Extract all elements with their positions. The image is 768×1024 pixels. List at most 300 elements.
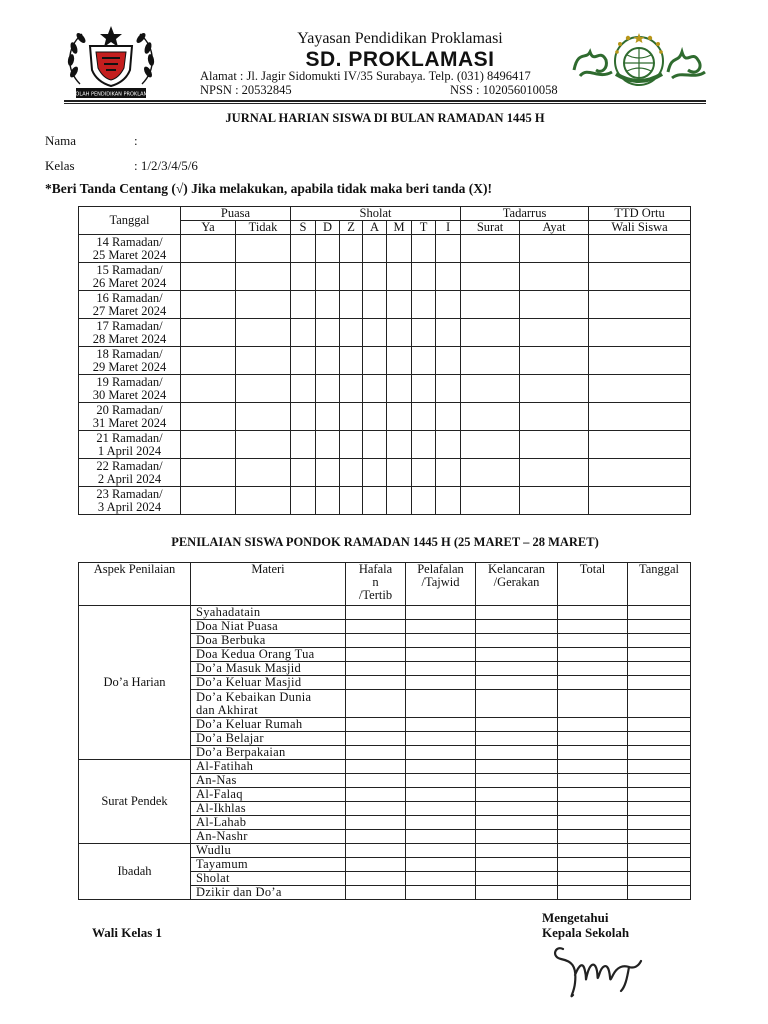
score-cell[interactable] (476, 606, 558, 620)
materi-text: An-Nas (196, 773, 237, 787)
check-cell[interactable] (340, 347, 363, 375)
date-cell (79, 291, 181, 319)
header-wali-siswa: Wali Siswa (589, 221, 691, 235)
check-cell[interactable] (412, 431, 436, 459)
score-cell[interactable] (476, 760, 558, 774)
score-cell[interactable] (406, 760, 476, 774)
check-cell[interactable] (340, 459, 363, 487)
check-cell[interactable] (387, 319, 412, 347)
score-cell[interactable] (346, 634, 406, 648)
name-field[interactable]: : (134, 133, 138, 148)
date-line-ramadan: 22 Ramadan/ (96, 458, 163, 473)
table-row (79, 760, 691, 774)
score-cell[interactable] (476, 788, 558, 802)
check-cell[interactable] (436, 487, 461, 515)
check-cell[interactable] (412, 263, 436, 291)
materi-cell (191, 816, 346, 830)
score-cell[interactable] (558, 872, 628, 886)
materi-cell (191, 802, 346, 816)
check-cell[interactable] (461, 291, 520, 319)
check-cell[interactable] (387, 235, 412, 263)
score-cell[interactable] (628, 718, 691, 732)
score-cell[interactable] (406, 872, 476, 886)
score-cell[interactable] (558, 774, 628, 788)
date-line-ramadan: 15 Ramadan/ (96, 262, 163, 277)
check-cell[interactable] (291, 375, 316, 403)
header-pelafalan (406, 563, 476, 606)
score-cell[interactable] (346, 690, 406, 718)
check-cell[interactable] (316, 235, 340, 263)
score-cell[interactable] (558, 858, 628, 872)
check-cell[interactable] (316, 403, 340, 431)
score-cell[interactable] (558, 816, 628, 830)
score-cell[interactable] (476, 844, 558, 858)
score-cell[interactable] (476, 886, 558, 900)
check-cell[interactable] (236, 487, 291, 515)
check-cell[interactable] (589, 487, 691, 515)
score-cell[interactable] (406, 620, 476, 634)
kepala-sekolah-label: Kepala Sekolah (542, 925, 630, 940)
mengetahui-label: Mengetahui (542, 910, 609, 925)
score-cell[interactable] (406, 746, 476, 760)
check-cell[interactable] (387, 431, 412, 459)
check-cell[interactable] (236, 263, 291, 291)
check-cell[interactable] (589, 347, 691, 375)
check-cell[interactable] (412, 291, 436, 319)
materi-cell (191, 634, 346, 648)
materi-text: Al-Fatihah (196, 759, 254, 773)
score-cell[interactable] (346, 732, 406, 746)
score-cell[interactable] (628, 620, 691, 634)
check-cell[interactable] (461, 375, 520, 403)
check-cell[interactable] (436, 291, 461, 319)
check-cell[interactable] (436, 235, 461, 263)
materi-text: Syahadatain (196, 605, 261, 619)
materi-cell (191, 872, 346, 886)
check-cell[interactable] (520, 487, 589, 515)
school-name: SD. PROKLAMASI (305, 48, 495, 71)
score-cell[interactable] (476, 858, 558, 872)
check-cell[interactable] (181, 487, 236, 515)
materi-text: Do’a Masuk Masjid (196, 661, 302, 675)
check-cell[interactable] (316, 459, 340, 487)
aspect-ibadah: Ibadah (79, 844, 191, 900)
score-cell[interactable] (476, 830, 558, 844)
check-cell[interactable] (363, 291, 387, 319)
score-cell[interactable] (628, 872, 691, 886)
check-cell[interactable] (291, 403, 316, 431)
check-cell[interactable] (316, 319, 340, 347)
check-cell[interactable] (340, 403, 363, 431)
check-cell[interactable] (520, 319, 589, 347)
score-cell[interactable] (476, 718, 558, 732)
header-ya: Ya (181, 221, 236, 235)
score-cell[interactable] (406, 886, 476, 900)
score-cell[interactable] (406, 690, 476, 718)
materi-text: Al-Lahab (196, 815, 247, 829)
check-cell[interactable] (461, 459, 520, 487)
score-cell[interactable] (406, 718, 476, 732)
check-cell[interactable] (520, 235, 589, 263)
score-cell[interactable] (346, 802, 406, 816)
check-cell[interactable] (387, 291, 412, 319)
materi-text: Al-Ikhlas (196, 801, 246, 815)
date-line-gregorian: 29 Maret 2024 (92, 359, 167, 374)
score-cell[interactable] (558, 746, 628, 760)
check-cell[interactable] (387, 347, 412, 375)
school-crest-logo (60, 22, 162, 106)
check-cell[interactable] (236, 375, 291, 403)
date-cell (79, 347, 181, 375)
check-cell[interactable] (340, 487, 363, 515)
score-cell[interactable] (628, 816, 691, 830)
score-cell[interactable] (628, 690, 691, 718)
check-cell[interactable] (363, 263, 387, 291)
score-cell[interactable] (406, 774, 476, 788)
header-pelafalan-line1: Pelafalan (417, 562, 464, 576)
class-label: Kelas (45, 158, 75, 173)
score-cell[interactable] (558, 634, 628, 648)
check-cell[interactable] (181, 319, 236, 347)
score-cell[interactable] (406, 816, 476, 830)
check-cell[interactable] (291, 459, 316, 487)
check-cell[interactable] (461, 319, 520, 347)
check-cell[interactable] (181, 403, 236, 431)
score-cell[interactable] (628, 606, 691, 620)
check-cell[interactable] (589, 375, 691, 403)
score-cell[interactable] (476, 620, 558, 634)
score-cell[interactable] (558, 662, 628, 676)
date-line-gregorian: 1 April 2024 (97, 443, 162, 458)
score-cell[interactable] (476, 732, 558, 746)
aspect-surat-pendek: Surat Pendek (79, 760, 191, 844)
check-cell[interactable] (291, 235, 316, 263)
score-cell[interactable] (558, 620, 628, 634)
table-row (79, 459, 691, 487)
check-cell[interactable] (340, 431, 363, 459)
header-hafalan-line2: n (372, 575, 379, 589)
check-cell[interactable] (387, 375, 412, 403)
check-cell[interactable] (387, 487, 412, 515)
score-cell[interactable] (558, 760, 628, 774)
check-cell[interactable] (340, 235, 363, 263)
header-rule-thin (64, 103, 706, 104)
check-cell[interactable] (461, 347, 520, 375)
score-cell[interactable] (346, 746, 406, 760)
check-cell[interactable] (363, 319, 387, 347)
check-cell[interactable] (436, 403, 461, 431)
logo-banner-text: SEKOLAH PENDIDIKAN PROKLAMASI (66, 91, 156, 98)
table-row (79, 235, 691, 263)
check-cell[interactable] (412, 459, 436, 487)
check-cell[interactable] (520, 291, 589, 319)
table-row (79, 844, 691, 858)
materi-cell (191, 886, 346, 900)
date-cell (79, 375, 181, 403)
score-cell[interactable] (346, 760, 406, 774)
score-cell[interactable] (406, 830, 476, 844)
check-cell[interactable] (316, 431, 340, 459)
header-sholat-z: Z (340, 221, 363, 235)
date-line-ramadan: 21 Ramadan/ (96, 430, 163, 445)
score-cell[interactable] (406, 676, 476, 690)
check-cell[interactable] (291, 347, 316, 375)
instruction-text: *Beri Tanda Centang (√) Jika melakukan, apabila tidak maka beri tanda (X)! (45, 181, 492, 196)
materi-cell (191, 690, 346, 718)
check-cell[interactable] (340, 263, 363, 291)
score-cell[interactable] (628, 788, 691, 802)
score-cell[interactable] (346, 606, 406, 620)
check-cell[interactable] (236, 347, 291, 375)
check-cell[interactable] (291, 487, 316, 515)
check-cell[interactable] (340, 375, 363, 403)
score-cell[interactable] (558, 690, 628, 718)
check-cell[interactable] (340, 291, 363, 319)
check-cell[interactable] (316, 487, 340, 515)
materi-cell (191, 844, 346, 858)
score-cell[interactable] (346, 830, 406, 844)
date-line-gregorian: 2 April 2024 (97, 471, 162, 486)
score-cell[interactable] (346, 718, 406, 732)
materi-text: An-Nashr (196, 829, 248, 843)
header-kelancaran (476, 563, 558, 606)
check-cell[interactable] (436, 431, 461, 459)
check-cell[interactable] (181, 375, 236, 403)
score-cell[interactable] (628, 676, 691, 690)
islamic-emblem-icon (572, 30, 707, 92)
materi-text: Do’a Berpakaian (196, 745, 286, 759)
score-cell[interactable] (406, 732, 476, 746)
date-cell (79, 235, 181, 263)
check-cell[interactable] (461, 431, 520, 459)
score-cell[interactable] (558, 606, 628, 620)
check-cell[interactable] (436, 375, 461, 403)
principal-signature (545, 935, 655, 1005)
check-cell[interactable] (589, 319, 691, 347)
score-cell[interactable] (476, 662, 558, 676)
score-cell[interactable] (628, 760, 691, 774)
check-cell[interactable] (316, 291, 340, 319)
score-cell[interactable] (476, 774, 558, 788)
check-cell[interactable] (412, 375, 436, 403)
score-cell[interactable] (346, 676, 406, 690)
score-cell[interactable] (406, 634, 476, 648)
check-cell[interactable] (363, 403, 387, 431)
score-cell[interactable] (346, 886, 406, 900)
header-tadarrus: Tadarrus (461, 207, 589, 221)
score-cell[interactable] (476, 634, 558, 648)
check-cell[interactable] (520, 263, 589, 291)
check-cell[interactable] (520, 375, 589, 403)
check-cell[interactable] (412, 347, 436, 375)
score-cell[interactable] (628, 844, 691, 858)
score-cell[interactable] (628, 648, 691, 662)
score-cell[interactable] (558, 676, 628, 690)
score-cell[interactable] (558, 802, 628, 816)
check-cell[interactable] (291, 431, 316, 459)
wali-kelas-label: Wali Kelas 1 (92, 925, 163, 940)
check-cell[interactable] (291, 319, 316, 347)
check-cell[interactable] (589, 403, 691, 431)
check-cell[interactable] (363, 235, 387, 263)
table-row (79, 291, 691, 319)
header-surat: Surat (461, 221, 520, 235)
check-cell[interactable] (589, 263, 691, 291)
check-cell[interactable] (461, 487, 520, 515)
score-cell[interactable] (346, 872, 406, 886)
score-cell[interactable] (346, 774, 406, 788)
score-cell[interactable] (558, 830, 628, 844)
header-sholat-s: S (291, 221, 316, 235)
score-cell[interactable] (476, 690, 558, 718)
score-cell[interactable] (476, 872, 558, 886)
class-field[interactable]: : 1/2/3/4/5/6 (134, 158, 198, 173)
score-cell[interactable] (558, 648, 628, 662)
check-cell[interactable] (181, 235, 236, 263)
check-cell[interactable] (461, 235, 520, 263)
header-sholat-i: I (436, 221, 461, 235)
materi-cell (191, 746, 346, 760)
date-cell (79, 403, 181, 431)
score-cell[interactable] (476, 802, 558, 816)
score-cell[interactable] (406, 844, 476, 858)
score-cell[interactable] (476, 746, 558, 760)
check-cell[interactable] (363, 459, 387, 487)
materi-cell (191, 858, 346, 872)
score-cell[interactable] (628, 662, 691, 676)
score-cell[interactable] (406, 802, 476, 816)
header-sholat-m: M (387, 221, 412, 235)
check-cell[interactable] (412, 403, 436, 431)
score-cell[interactable] (476, 648, 558, 662)
check-cell[interactable] (236, 403, 291, 431)
score-cell[interactable] (406, 662, 476, 676)
check-cell[interactable] (520, 347, 589, 375)
score-cell[interactable] (628, 774, 691, 788)
check-cell[interactable] (461, 263, 520, 291)
check-cell[interactable] (589, 459, 691, 487)
header-sholat-a: A (363, 221, 387, 235)
score-cell[interactable] (558, 886, 628, 900)
materi-text: Do’a Keluar Rumah (196, 717, 303, 731)
score-cell[interactable] (406, 858, 476, 872)
check-cell[interactable] (436, 459, 461, 487)
check-cell[interactable] (461, 403, 520, 431)
score-cell[interactable] (558, 844, 628, 858)
check-cell[interactable] (236, 459, 291, 487)
daily-journal-table (78, 206, 691, 515)
check-cell[interactable] (181, 431, 236, 459)
score-cell[interactable] (346, 662, 406, 676)
header-hafalan-line3: /Tertib (358, 588, 393, 602)
materi-cell (191, 774, 346, 788)
score-cell[interactable] (558, 788, 628, 802)
score-cell[interactable] (558, 732, 628, 746)
date-line-ramadan: 16 Ramadan/ (96, 290, 163, 305)
table-row (79, 487, 691, 515)
check-cell[interactable] (589, 431, 691, 459)
check-cell[interactable] (236, 235, 291, 263)
check-cell[interactable] (520, 431, 589, 459)
score-cell[interactable] (406, 606, 476, 620)
score-cell[interactable] (476, 676, 558, 690)
check-cell[interactable] (340, 319, 363, 347)
score-cell[interactable] (406, 648, 476, 662)
check-cell[interactable] (236, 291, 291, 319)
check-cell[interactable] (412, 235, 436, 263)
check-cell[interactable] (316, 347, 340, 375)
check-cell[interactable] (291, 291, 316, 319)
table-row (79, 403, 691, 431)
check-cell[interactable] (181, 291, 236, 319)
check-cell[interactable] (412, 319, 436, 347)
check-cell[interactable] (520, 403, 589, 431)
table-row (79, 375, 691, 403)
check-cell[interactable] (181, 347, 236, 375)
date-line-ramadan: 18 Ramadan/ (96, 346, 163, 361)
check-cell[interactable] (387, 403, 412, 431)
header-tidak: Tidak (236, 221, 291, 235)
score-cell[interactable] (628, 830, 691, 844)
check-cell[interactable] (589, 291, 691, 319)
table-row (79, 263, 691, 291)
date-line-ramadan: 20 Ramadan/ (96, 402, 163, 417)
materi-cell (191, 676, 346, 690)
check-cell[interactable] (436, 319, 461, 347)
score-cell[interactable] (628, 732, 691, 746)
assessment-table (78, 562, 691, 900)
check-cell[interactable] (236, 431, 291, 459)
score-cell[interactable] (346, 788, 406, 802)
check-cell[interactable] (291, 263, 316, 291)
check-cell[interactable] (363, 347, 387, 375)
score-cell[interactable] (346, 620, 406, 634)
score-cell[interactable] (628, 634, 691, 648)
score-cell[interactable] (406, 788, 476, 802)
check-cell[interactable] (181, 459, 236, 487)
date-cell (79, 263, 181, 291)
score-cell[interactable] (558, 718, 628, 732)
check-cell[interactable] (363, 375, 387, 403)
score-cell[interactable] (346, 858, 406, 872)
score-cell[interactable] (476, 816, 558, 830)
date-line-gregorian: 3 April 2024 (97, 499, 162, 514)
check-cell[interactable] (520, 459, 589, 487)
header-materi: Materi (191, 563, 346, 606)
check-cell[interactable] (387, 263, 412, 291)
check-cell[interactable] (316, 263, 340, 291)
check-cell[interactable] (387, 459, 412, 487)
check-cell[interactable] (436, 263, 461, 291)
score-cell[interactable] (628, 886, 691, 900)
score-cell[interactable] (628, 858, 691, 872)
score-cell[interactable] (346, 844, 406, 858)
score-cell[interactable] (346, 648, 406, 662)
date-line-ramadan: 17 Ramadan/ (96, 318, 163, 333)
materi-text: Tayamum (196, 857, 248, 871)
score-cell[interactable] (628, 746, 691, 760)
score-cell[interactable] (628, 802, 691, 816)
check-cell[interactable] (181, 263, 236, 291)
check-cell[interactable] (363, 431, 387, 459)
check-cell[interactable] (412, 487, 436, 515)
check-cell[interactable] (436, 347, 461, 375)
check-cell[interactable] (236, 319, 291, 347)
score-cell[interactable] (346, 816, 406, 830)
check-cell[interactable] (316, 375, 340, 403)
check-cell[interactable] (589, 235, 691, 263)
check-cell[interactable] (363, 487, 387, 515)
